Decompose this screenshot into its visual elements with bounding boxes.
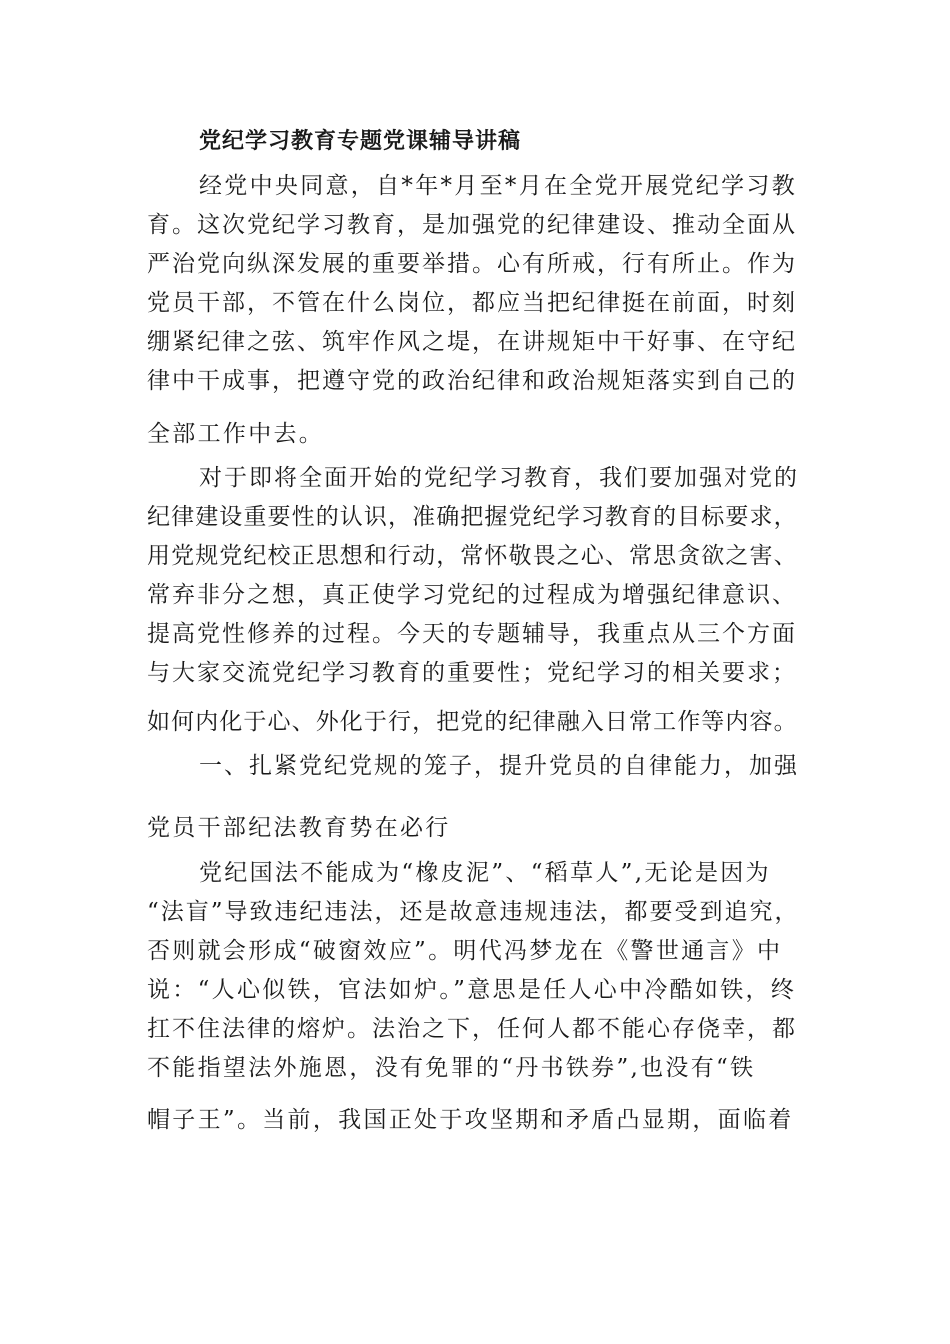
paragraph-line: 对于即将全面开始的党纪学习教育，我们要加强对党的	[199, 465, 799, 491]
paragraph-line: 绷紧纪律之弦、筑牢作风之堤，在讲规矩中干好事、在守纪	[147, 329, 797, 355]
paragraph-line: 严治党向纵深发展的重要举措。心有所戒，行有所止。作为	[147, 251, 797, 277]
paragraph-line: 全部工作中去。	[147, 421, 325, 447]
paragraph-line: 党纪国法不能成为“橡皮泥”、“稻草人”,无论是因为	[199, 860, 771, 886]
paragraph-line: 常弃非分之想，真正使学习党纪的过程成为增强纪律意识、	[147, 582, 797, 608]
paragraph-line: 如何内化于心、外化于行，把党的纪律融入日常工作等内容。	[147, 709, 798, 735]
document-title: 党纪学习教育专题党课辅导讲稿	[199, 128, 522, 154]
paragraph-line: 帽子王”。当前，我国正处于攻坚期和矛盾凸显期，面临着	[147, 1107, 794, 1133]
paragraph-line: 不能指望法外施恩，没有免罪的“丹书铁券”,也没有“铁	[147, 1055, 756, 1081]
paragraph-line: 纪律建设重要性的认识，准确把握党纪学习教育的目标要求，	[147, 504, 798, 530]
paragraph-line: 否则就会形成“破窗效应”。明代冯梦龙在《警世通言》中	[147, 938, 783, 964]
paragraph-line: 扛不住法律的熔炉。法治之下，任何人都不能心存侥幸，都	[147, 1016, 797, 1042]
paragraph-line: 律中干成事，把遵守党的政治纪律和政治规矩落实到自己的	[147, 368, 797, 394]
paragraph-line: 与大家交流党纪学习教育的重要性；党纪学习的相关要求；	[147, 660, 797, 686]
paragraph-line: 育。这次党纪学习教育，是加强党的纪律建设、推动全面从	[147, 212, 797, 238]
paragraph-line: 提高党性修养的过程。今天的专题辅导，我重点从三个方面	[147, 621, 797, 647]
section-heading-line: 一、扎紧党纪党规的笼子，提升党员的自律能力，加强	[199, 753, 799, 779]
paragraph-line: 说：“人心似铁，官法如炉。”意思是任人心中冷酷如铁，终	[147, 977, 797, 1003]
paragraph-line: “法盲”导致违纪违法，还是故意违规违法，都要受到追究，	[147, 899, 800, 925]
section-heading-line: 党员干部纪法教育势在必行	[147, 815, 451, 841]
paragraph-line: 用党规党纪校正思想和行动，常怀敬畏之心、常思贪欲之害、	[147, 543, 798, 569]
paragraph-line: 党员干部，不管在什么岗位，都应当把纪律挺在前面，时刻	[147, 290, 797, 316]
paragraph-line: 经党中央同意，自*年*月至*月在全党开展党纪学习教	[199, 173, 797, 199]
